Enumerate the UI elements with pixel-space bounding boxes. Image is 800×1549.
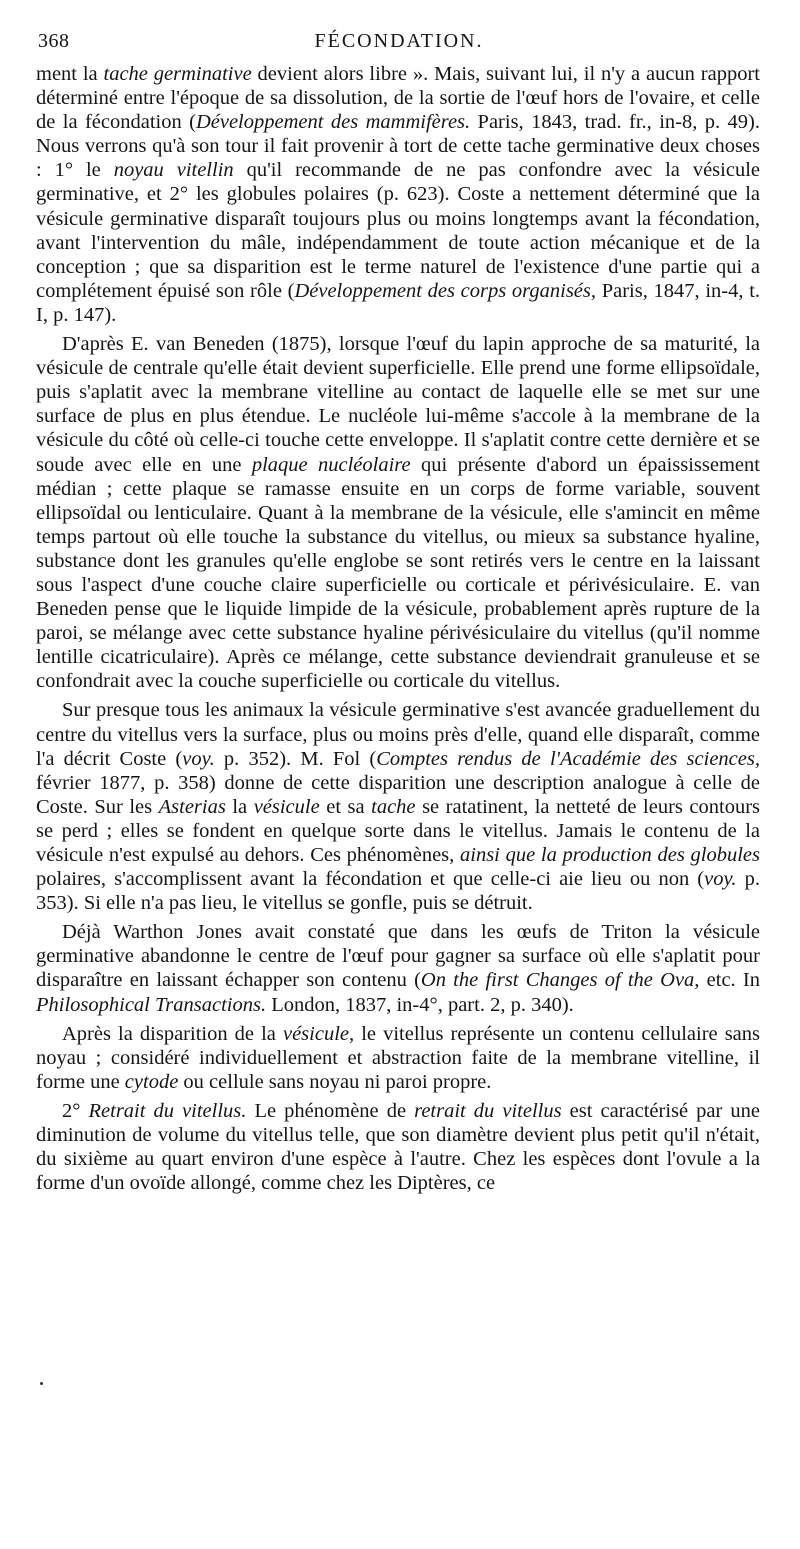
italic-text-segment: tache [371,795,416,818]
text-segment: et sa [319,795,372,818]
italic-text-segment: Retrait du vitellus. [88,1099,247,1122]
running-title: FÉCONDATION. [314,30,484,52]
italic-text-segment: voy. [182,747,215,770]
italic-text-segment: tache germinative [103,63,252,85]
italic-text-segment: cytode [124,1070,179,1093]
body-text [36,62,760,1200]
paragraph [36,62,760,327]
text-segment: Paris, 1843, trad. fr., in-8, p. 49). Nous verrons qu'à son tour il fait provenir à tort de cette tache germinative deux choses : 1° le [36,111,760,182]
italic-text-segment: voy. [704,868,737,891]
italic-text-segment: Philosophical Transactions. [36,993,267,1016]
text-segment: Après la disparition de la [62,1022,283,1045]
text-segment: qui présente d'abord un épaississement médian ; cette plaque se ramasse ensuite en un corps de forme variable, souvent ellipsoïdal ou lenticulaire. Quant à la membrane de la vésicule, elle s'amincit en même temps partout où elle touche la substance du vitellus, ou mieux sa substance hyaline, substance dont les granules qu'elle englobe se sont retirés vers le centre en la laissant sous l'aspect d'une couche claire superficielle ou corticale et périvésiculaire. E. van Beneden pense que le liquide limpide de la vésicule, probablement après rupture de la paroi, se mélange avec cette substance hyaline périvésiculaire du vitellus (qu'il nomme lentille cicatriculaire). Après ce mélange, cette substance deviendrait granuleuse et se confondrait avec la couche superficielle ou corticale du vitellus. [36,453,760,693]
text-segment: polaires, s'accomplissent avant la fécondation et que celle-ci aie lieu ou non ( [36,868,705,891]
text-segment: se ratatinent, la netteté de leurs contours se perd ; elles se fondent en quelque sorte dans le vitellus. Jamais le contenu de la vésicule n'est expulsé au dehors. Ces phénomènes, [36,795,761,866]
paragraph [36,1099,760,1195]
page-number: 368 [38,30,70,52]
italic-text-segment: Comptes rendus de l'Académie des sciences, [376,747,760,770]
italic-text-segment: retrait du vitellus [414,1099,562,1122]
italic-text-segment: vésicule, [282,1022,355,1045]
text-segment: D'après E. van Beneden (1875), lorsque l'œuf du lapin approche de sa maturité, la vésicule de centrale qu'elle était devient superficielle. Elle prend une forme ellipsoïdale, puis s'aplatit avec la membrane vitelline au contact de laquelle elle se met sur une surface de plus en plus étendue. Le nucléole lui-même s'accole à la membrane de la vésicule du côté où celle-ci touche cette enveloppe. Il s'aplatit contre cette dernière et se soude avec elle en une [36,333,760,476]
text-segment: Sur presque tous les animaux la vésicule germinative s'est avancée graduellement du centre du vitellus vers la surface, plus ou moins près d'elle, quand elle disparaît, comme l'a décrit Coste ( [36,699,760,770]
italic-text-segment: Asterias [158,795,226,818]
italic-text-segment: Développement des mammifères. [195,111,471,134]
stray-ink-mark [40,1382,43,1385]
italic-text-segment: ainsi que la production des globules [460,844,760,866]
text-segment: etc. In [699,969,760,992]
paragraph [36,920,760,1016]
italic-text-segment: plaque nucléolaire [251,453,411,476]
italic-text-segment: Développement des corps organisés, [294,279,597,302]
italic-text-segment: noyau vitellin [113,159,234,182]
text-segment: la [225,795,254,818]
text-segment: p. 353). Si elle n'a pas lieu, le vitellus se gonfle, puis se détruit. [36,868,761,915]
page-header [38,30,760,60]
paragraph [36,1022,760,1094]
text-segment: est caractérisé par une diminution de volume du vitellus telle, que son diamètre devient plus petit qu'il n'était, du sixième au quart environ d'une espèce à l'autre. Chez les espèces dont l'ovule a la forme d'un ovoïde allongé, comme chez les Diptères, ce [36,1099,760,1195]
paragraph [36,698,760,915]
text-segment: le vitellus représente un contenu cellulaire sans noyau ; considéré individuellement et abstraction faite de la membrane vitelline, il forme une [36,1022,760,1093]
text-segment: devient alors libre ». Mais, suivant lui, il n'y a aucun rapport déterminé entre l'époque de sa dissolution, de la sortie de l'œuf hors de l'ovaire, et celle de la fécondation ( [36,63,760,134]
text-segment: ou cellule sans noyau ni paroi propre. [178,1070,492,1093]
text-segment: Déjà Warthon Jones avait constaté que dans les œufs de Triton la vésicule germinative abandonne le centre de l'œuf pour gagner sa surface où elle s'aplatit pour disparaître en laissant échapper son contenu ( [36,921,760,992]
paragraph [36,332,760,693]
italic-text-segment: On the first Changes of the Ova, [420,969,700,992]
text-segment: 2° [62,1099,89,1122]
text-segment: p. 352). M. Fol ( [214,747,377,770]
italic-text-segment: vésicule [253,795,320,818]
text-segment: Paris, 1847, in-4, t. I, p. 147). [36,279,761,326]
text-segment: février 1877, p. 358) donne de cette disparition une description analogue à celle de Coste. Sur les [36,771,760,818]
text-segment: ment la [36,63,104,85]
text-segment: Le phénomène de [246,1099,415,1122]
text-segment: London, 1837, in-4°, part. 2, p. 340). [266,993,574,1016]
text-segment: qu'il recommande de ne pas confondre avec la vésicule germinative, et 2° les globules polaires (p. 623). Coste a nettement déterminé que la vésicule germinative disparaît toujours plus ou moins longtemps avant la fécondation, avant l'intervention du mâle, indépendamment de toute action mécanique et de la conception ; que sa disparition est le terme naturel de l'existence d'une partie qui a complétement épuisé son rôle ( [36,159,760,302]
